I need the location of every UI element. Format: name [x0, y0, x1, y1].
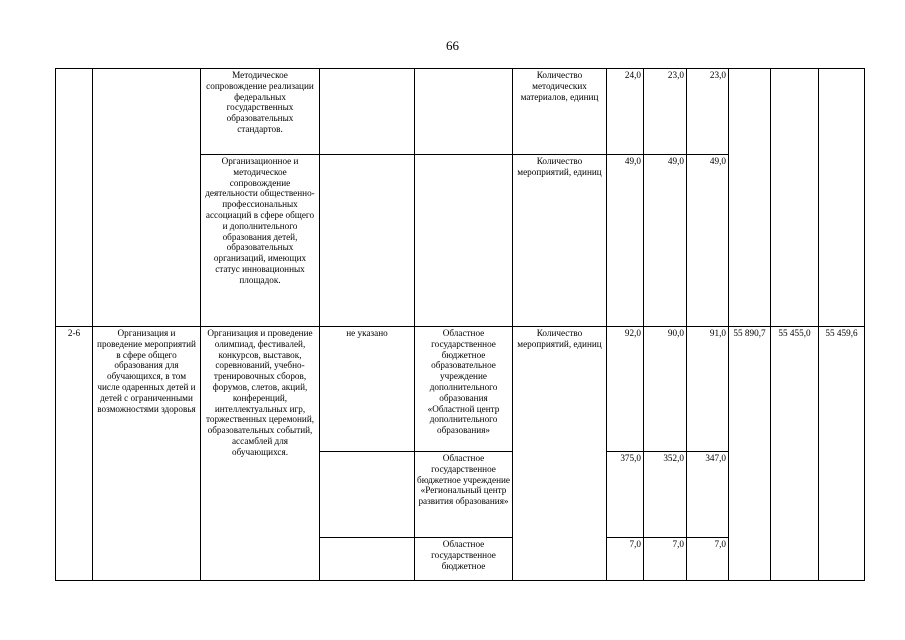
institution-cell: Областное государственное бюджетное учреждение «Региональный центр развития образования» [415, 452, 513, 538]
indicator-cell: Количество мероприятий, единиц [513, 155, 607, 327]
status-cell [320, 69, 415, 155]
value-cell: 375,0 [607, 452, 644, 538]
institution-cell: Областное государственное бюджетное образовательное учреждение дополнительного образования «Областной центр дополнительного образования» [415, 327, 513, 452]
institution-cell [415, 155, 513, 327]
table-row [56, 69, 865, 155]
value-cell: 90,0 [644, 327, 687, 452]
status-cell: не указано [320, 327, 415, 452]
status-cell [320, 538, 415, 581]
financing-cell: 55 455,0 [771, 327, 819, 581]
measure-name-cell: Организация и проведение мероприятий в сфере общего образования для обучающихся, в том числе одаренных детей и детей с ограниченными возможностями здоровья [93, 327, 201, 581]
value-cell: 7,0 [644, 538, 687, 581]
value-cell: 352,0 [644, 452, 687, 538]
row-number-cell: 2-6 [56, 327, 93, 581]
financing-cell: 55 459,6 [819, 327, 865, 581]
value-cell: 91,0 [687, 327, 729, 452]
value-cell: 7,0 [607, 538, 644, 581]
value-cell: 49,0 [644, 155, 687, 327]
financing-cell [729, 69, 771, 327]
value-cell: 49,0 [607, 155, 644, 327]
institution-cell [415, 69, 513, 155]
status-cell [320, 155, 415, 327]
institution-cell: Областное государственное бюджетное [415, 538, 513, 581]
value-cell: 23,0 [644, 69, 687, 155]
table-row [56, 327, 865, 452]
row-number-cell [56, 69, 93, 327]
measure-name-cell [93, 69, 201, 327]
value-cell: 24,0 [607, 69, 644, 155]
indicator-cell: Количество методических материалов, единиц [513, 69, 607, 155]
indicator-cell: Количество мероприятий, единиц [513, 327, 607, 581]
event-cell: Методическое сопровождение реализации федеральных государственных образовательных стандартов. [201, 69, 320, 155]
status-cell [320, 452, 415, 538]
financing-cell [771, 69, 819, 327]
value-cell: 92,0 [607, 327, 644, 452]
value-cell: 347,0 [687, 452, 729, 538]
program-table [55, 68, 865, 581]
financing-cell [819, 69, 865, 327]
event-cell: Организация и проведение олимпиад, фестивалей, конкурсов, выставок, соревнований, учебно-тренировочных сборов, форумов, слетов, акций, конференций, интеллектуальных игр, торжественных церемоний, образовательных событий, ассамблей для обучающихся. [201, 327, 320, 581]
financing-cell: 55 890,7 [729, 327, 771, 581]
value-cell: 23,0 [687, 69, 729, 155]
event-cell: Организационное и методическое сопровождение деятельности общественно-профессиональных ассоциаций в сфере общего и дополнительного образования детей, образовательных организаций, имеющих статус инновационных площадок. [201, 155, 320, 327]
value-cell: 49,0 [687, 155, 729, 327]
page-number: 66 [446, 38, 459, 53]
value-cell: 7,0 [687, 538, 729, 581]
